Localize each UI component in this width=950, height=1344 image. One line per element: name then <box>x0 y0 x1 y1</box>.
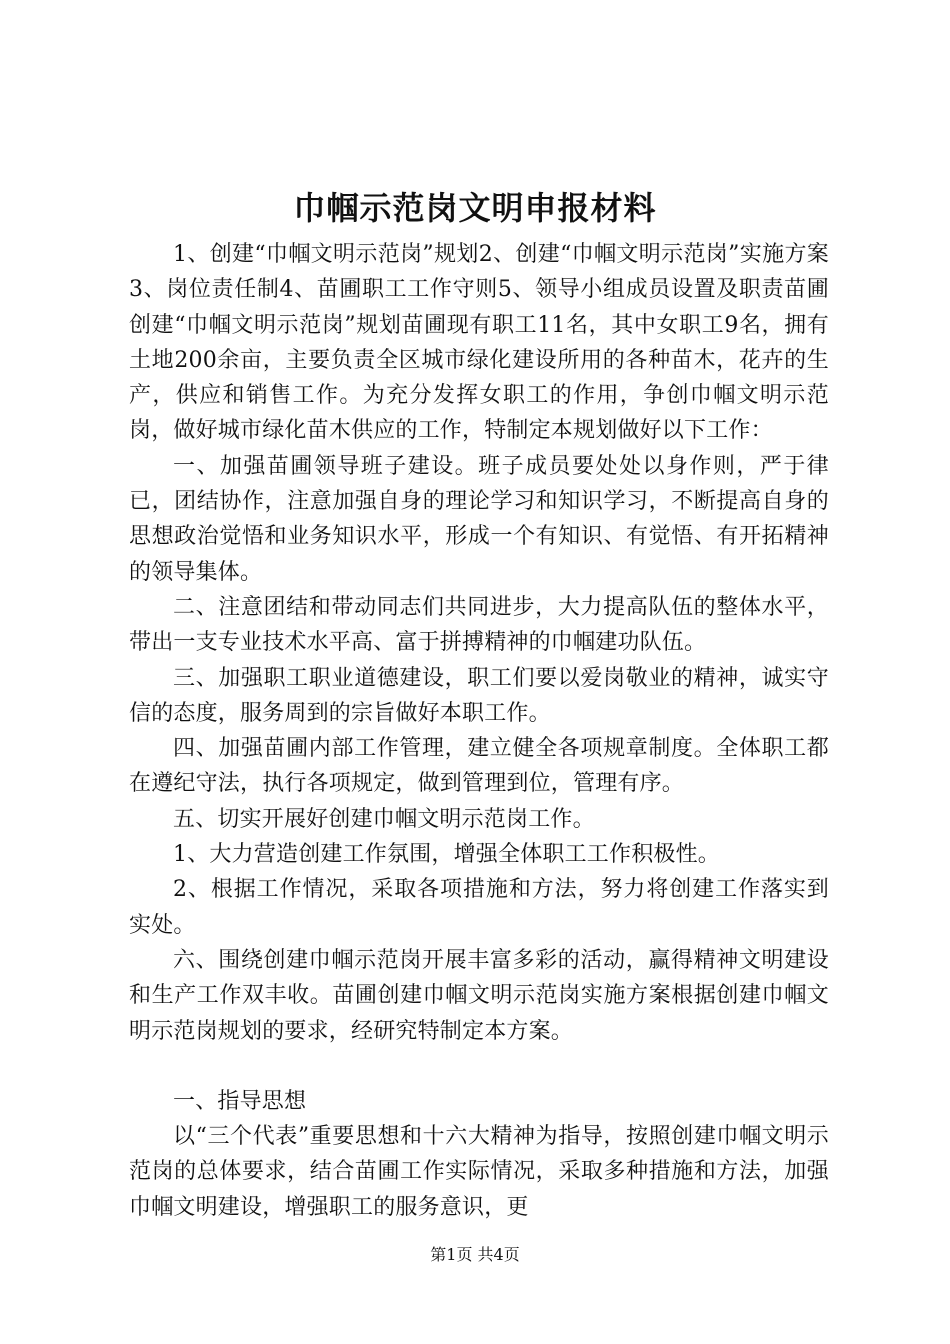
page-footer: 第1页 共4页 <box>430 1245 520 1264</box>
document-body <box>129 237 829 1225</box>
paragraph-section-3: 三、加强职工职业道德建设，职工们要以爱岗敬业的精神，诚实守信的态度，服务周到的宗旨做好本职工作。 <box>129 665 829 726</box>
paragraph-section-6: 六、围绕创建巾帼示范岗开展丰富多彩的活动，赢得精神文明建设和生产工作双丰收。苗圃创建巾帼文明示范岗实施方案根据创建巾帼文明示范岗规划的要求，经研究特制定本方案。 <box>129 947 829 1044</box>
paragraph-section-1: 一、加强苗圃领导班子建设。班子成员要处处以身作则，严于律已，团结协作，注意加强自身的理论学习和知识学习，不断提高自身的思想政治觉悟和业务知识水平，形成一个有知识、有觉悟、有开拓精神的领导集体。 <box>129 453 829 585</box>
document-title: 巾帼示范岗文明申报材料 <box>293 189 657 227</box>
heading-guiding-ideology: 一、指导思想 <box>173 1088 307 1114</box>
paragraph-section-4: 四、加强苗圃内部工作管理，建立健全各项规章制度。全体职工都在遵纪守法，执行各项规定，做到管理到位，管理有序。 <box>129 736 829 797</box>
paragraph-intro: 1、创建“巾帼文明示范岗”规划2、创建“巾帼文明示范岗”实施方案3、岗位责任制4、苗圃职工工作守则5、领导小组成员设置及职责苗圃创建“巾帼文明示范岗”规划苗圃现有职工11名，其中女职工9名，拥有土地200余亩，主要负责全区城市绿化建设所用的各种苗木，花卉的生产，供应和销售工作。为充分发挥女职工的作用，争创巾帼文明示范岗，做好城市绿化苗木供应的工作，特制定本规划做好以下工作： <box>129 242 829 444</box>
paragraph-section-2: 二、注意团结和带动同志们共同进步，大力提高队伍的整体水平，带出一支专业技术水平高、富于拼搏精神的巾帼建功队伍。 <box>129 594 829 656</box>
paragraph-item-2: 2、根据工作情况，采取各项措施和方法，努力将创建工作落实到实处。 <box>129 877 829 938</box>
paragraph-item-1: 1、大力营造创建工作氛围，增强全体职工工作积极性。 <box>173 842 720 868</box>
paragraph-guiding-ideology: 以“三个代表”重要思想和十六大精神为指导，按照创建巾帼文明示范岗的总体要求，结合苗圃工作实际情况，采取多种措施和方法，加强巾帼文明建设，增强职工的服务意识，更 <box>129 1124 829 1220</box>
paragraph-section-5: 五、切实开展好创建巾帼文明示范岗工作。 <box>173 806 595 832</box>
